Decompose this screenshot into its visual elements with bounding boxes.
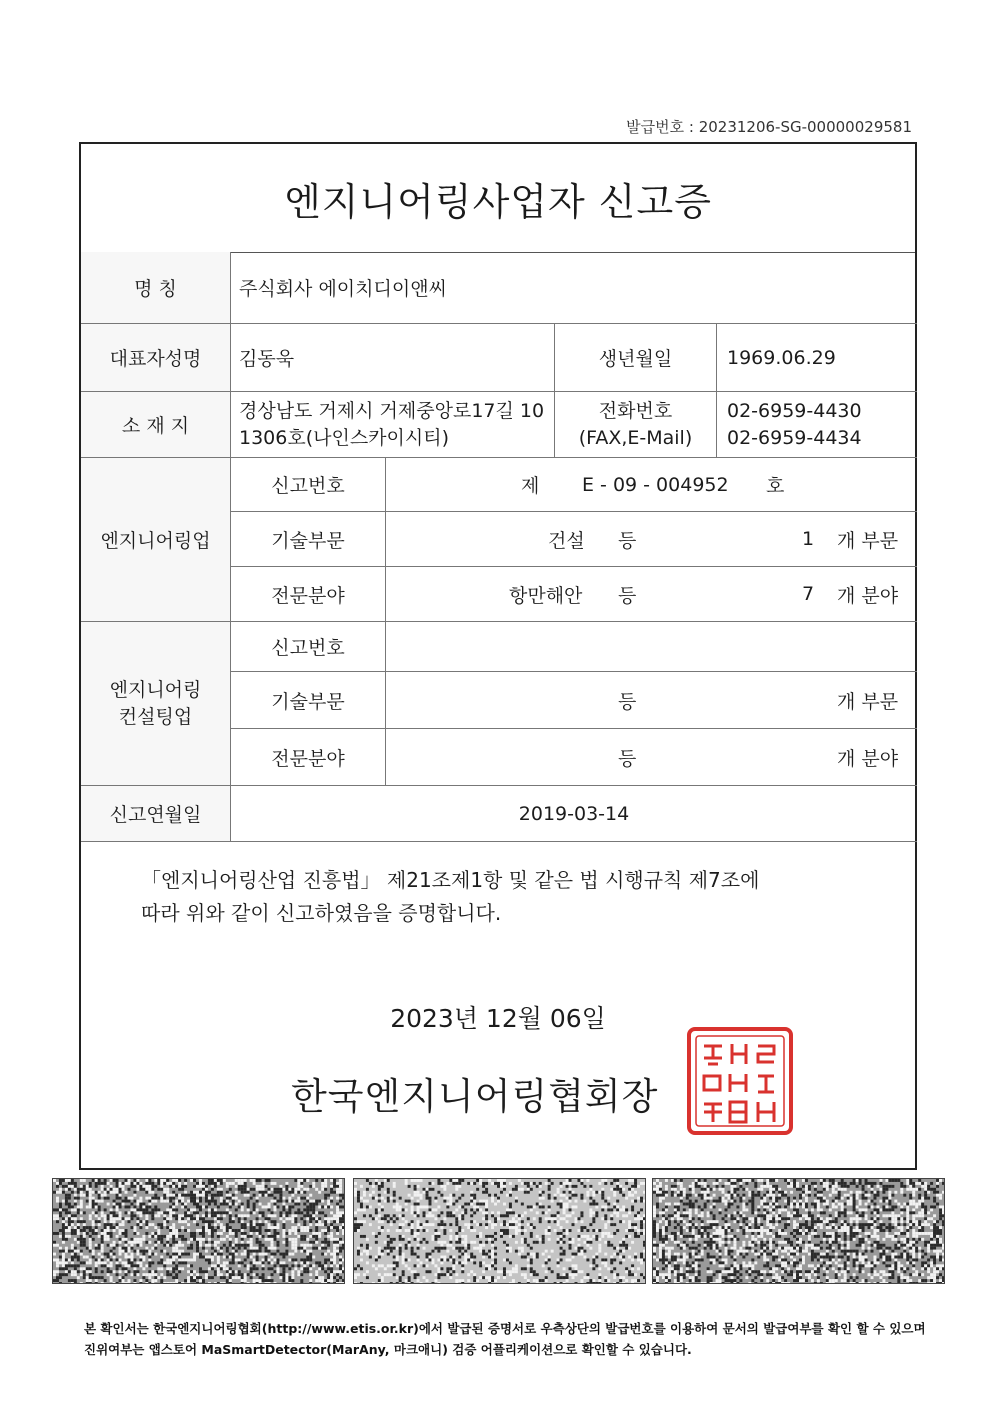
cons-report-no-value <box>386 622 917 672</box>
eng-tech-etc: 등 <box>618 529 637 552</box>
address-line-2: 1306호(나인스카이시티) <box>239 426 450 449</box>
phone-label-cell <box>555 392 717 458</box>
eng-specialty-etc: 등 <box>618 584 637 607</box>
eng-report-no-cell <box>386 458 917 512</box>
cons-specialty-cell <box>386 729 917 786</box>
eng-specialty-count: 7 <box>802 583 815 605</box>
footer-notice <box>84 1318 926 1360</box>
cons-tech-cell <box>386 672 917 729</box>
address-line-1: 경상남도 거제시 거제중앙로17길 10 <box>239 399 545 422</box>
cons-report-no-label: 신고번호 <box>231 622 386 672</box>
issuer-name: 한국엔지니어링협회장 <box>291 1075 659 1118</box>
issue-date: 2023년 12월 06일 <box>390 1004 606 1033</box>
consulting-label-line-1: 엔지니어링 <box>109 678 202 701</box>
report-date-label: 신고연월일 <box>81 786 231 842</box>
eng-report-no-label: 신고번호 <box>231 458 386 512</box>
eng-report-no-suffix: 호 <box>766 475 785 497</box>
security-pattern-left <box>52 1178 345 1284</box>
cons-tech-unit: 개 부문 <box>837 690 899 713</box>
phone-number: 02-6959-4430 <box>727 399 862 422</box>
eng-specialty-field: 항만해안 <box>509 584 583 607</box>
eng-tech-field: 건설 <box>548 529 585 552</box>
phone-label-line-1: 전화번호 <box>598 399 673 422</box>
name-value: 주식회사 에이치디이앤씨 <box>231 252 917 324</box>
birth-label: 생년월일 <box>555 324 717 392</box>
certification-line-1: 「엔지니어링산업 진흥법」 제21조제1항 및 같은 법 시행규칙 제7조에 <box>141 868 760 892</box>
eng-specialty-unit: 개 분야 <box>837 584 899 607</box>
eng-specialty-label: 전문분야 <box>231 567 386 622</box>
report-date-value: 2019-03-14 <box>231 786 917 842</box>
security-pattern-right <box>652 1178 945 1284</box>
eng-tech-cell <box>386 512 917 567</box>
fax-number: 02-6959-4434 <box>727 426 862 449</box>
certificate-frame <box>79 142 917 1170</box>
eng-report-no: E - 09 - 004952 <box>582 473 729 496</box>
official-seal <box>686 1026 794 1136</box>
cons-specialty-etc: 등 <box>618 747 637 770</box>
cons-specialty-label: 전문분야 <box>231 729 386 786</box>
phone-label-line-2: (FAX,E-Mail) <box>578 426 693 449</box>
eng-tech-count: 1 <box>802 528 815 550</box>
eng-report-no-prefix: 제 <box>521 475 540 497</box>
cons-tech-label: 기술부문 <box>231 672 386 729</box>
security-pattern-middle <box>353 1178 646 1284</box>
cons-tech-etc: 등 <box>618 690 637 713</box>
address-cell <box>231 392 555 458</box>
issue-number: 발급번호 : 20231206-SG-00000029581 <box>626 118 912 136</box>
representative-label: 대표자성명 <box>81 324 231 392</box>
name-label: 명 칭 <box>81 252 231 324</box>
eng-tech-unit: 개 부문 <box>837 529 899 552</box>
certification-statement <box>141 864 759 930</box>
certification-line-2: 따라 위와 같이 신고하였음을 증명합니다. <box>141 901 502 925</box>
representative-value: 김동욱 <box>231 324 555 392</box>
eng-specialty-cell <box>386 567 917 622</box>
footer-line-1: 본 확인서는 한국엔지니어링협회(http://www.etis.or.kr)에서 발급된 증명서로 우측상단의 발급번호를 이용하여 문서의 발급여부를 확인 할 수 있으며 <box>84 1321 926 1336</box>
birth-value: 1969.06.29 <box>717 324 917 392</box>
cons-specialty-unit: 개 분야 <box>837 747 899 770</box>
eng-tech-label: 기술부문 <box>231 512 386 567</box>
consulting-label-line-2: 컨설팅업 <box>118 705 193 728</box>
phone-value-cell <box>717 392 917 458</box>
footer-line-2: 진위여부는 앱스토어 MaSmartDetector(MarAny, 마크애니) 검증 어플리케이션으로 확인할 수 있습니다. <box>84 1342 692 1357</box>
location-label: 소 재 지 <box>81 392 231 458</box>
document-title: 엔지니어링사업자 신고증 <box>81 144 915 253</box>
consulting-business-label <box>81 622 231 786</box>
engineering-business-label: 엔지니어링업 <box>81 458 231 622</box>
